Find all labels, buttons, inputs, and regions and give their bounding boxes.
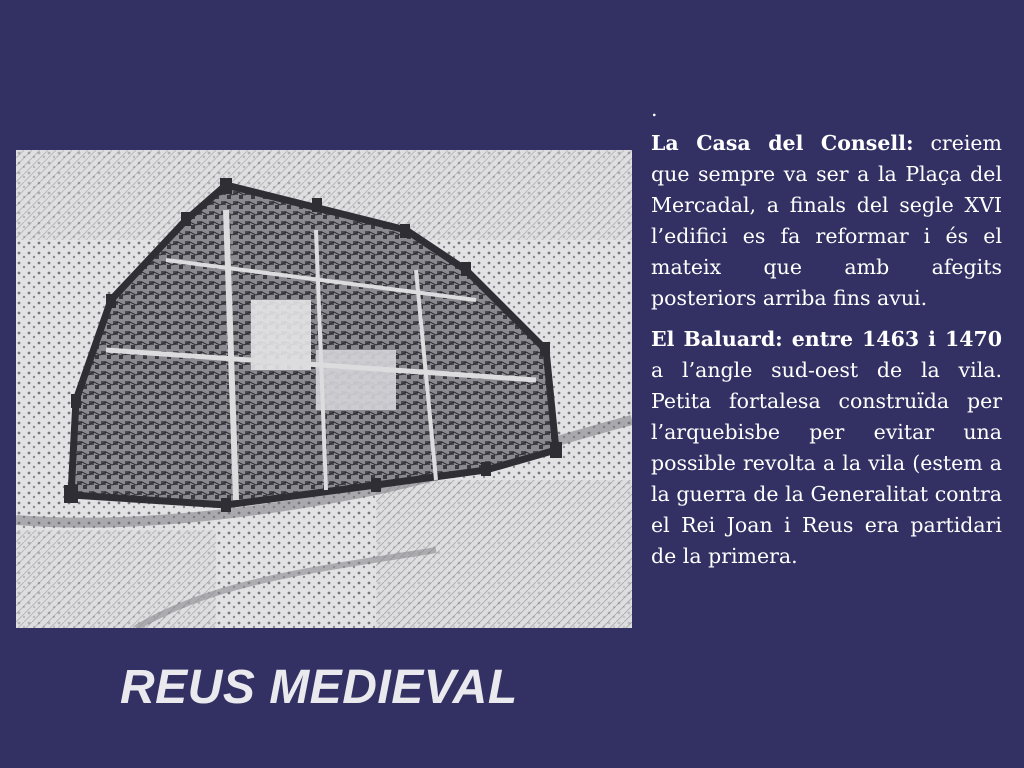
walled-town-illustration	[16, 150, 632, 628]
paragraph-heading: El Baluard: entre 1463 i 1470	[651, 327, 1002, 351]
slide-title: REUS MEDIEVAL	[120, 661, 518, 714]
paragraph-casa-del-consell	[651, 128, 1002, 314]
paragraph-body: creiem que sempre va ser a la Plaça del Mercadal, a finals del segle XVI l’edifici es fa reformar i és el mateix que amb afegits posteriors arriba fins avui.	[651, 131, 1002, 310]
lead-dot: .	[651, 97, 658, 121]
paragraph-body: a l’angle sud-oest de la vila. Petita fortalesa construïda per l’arquebisbe per evitar una possible revolta a la vila (estem a la guerra de la Generalitat contra el Rei Joan i Reus era partidari de la primera.	[651, 358, 1002, 568]
paragraph-el-baluard	[651, 324, 1002, 572]
text-column	[651, 96, 1002, 582]
paragraph-heading: La Casa del Consell:	[651, 131, 914, 155]
medieval-town-engraving	[16, 150, 632, 628]
